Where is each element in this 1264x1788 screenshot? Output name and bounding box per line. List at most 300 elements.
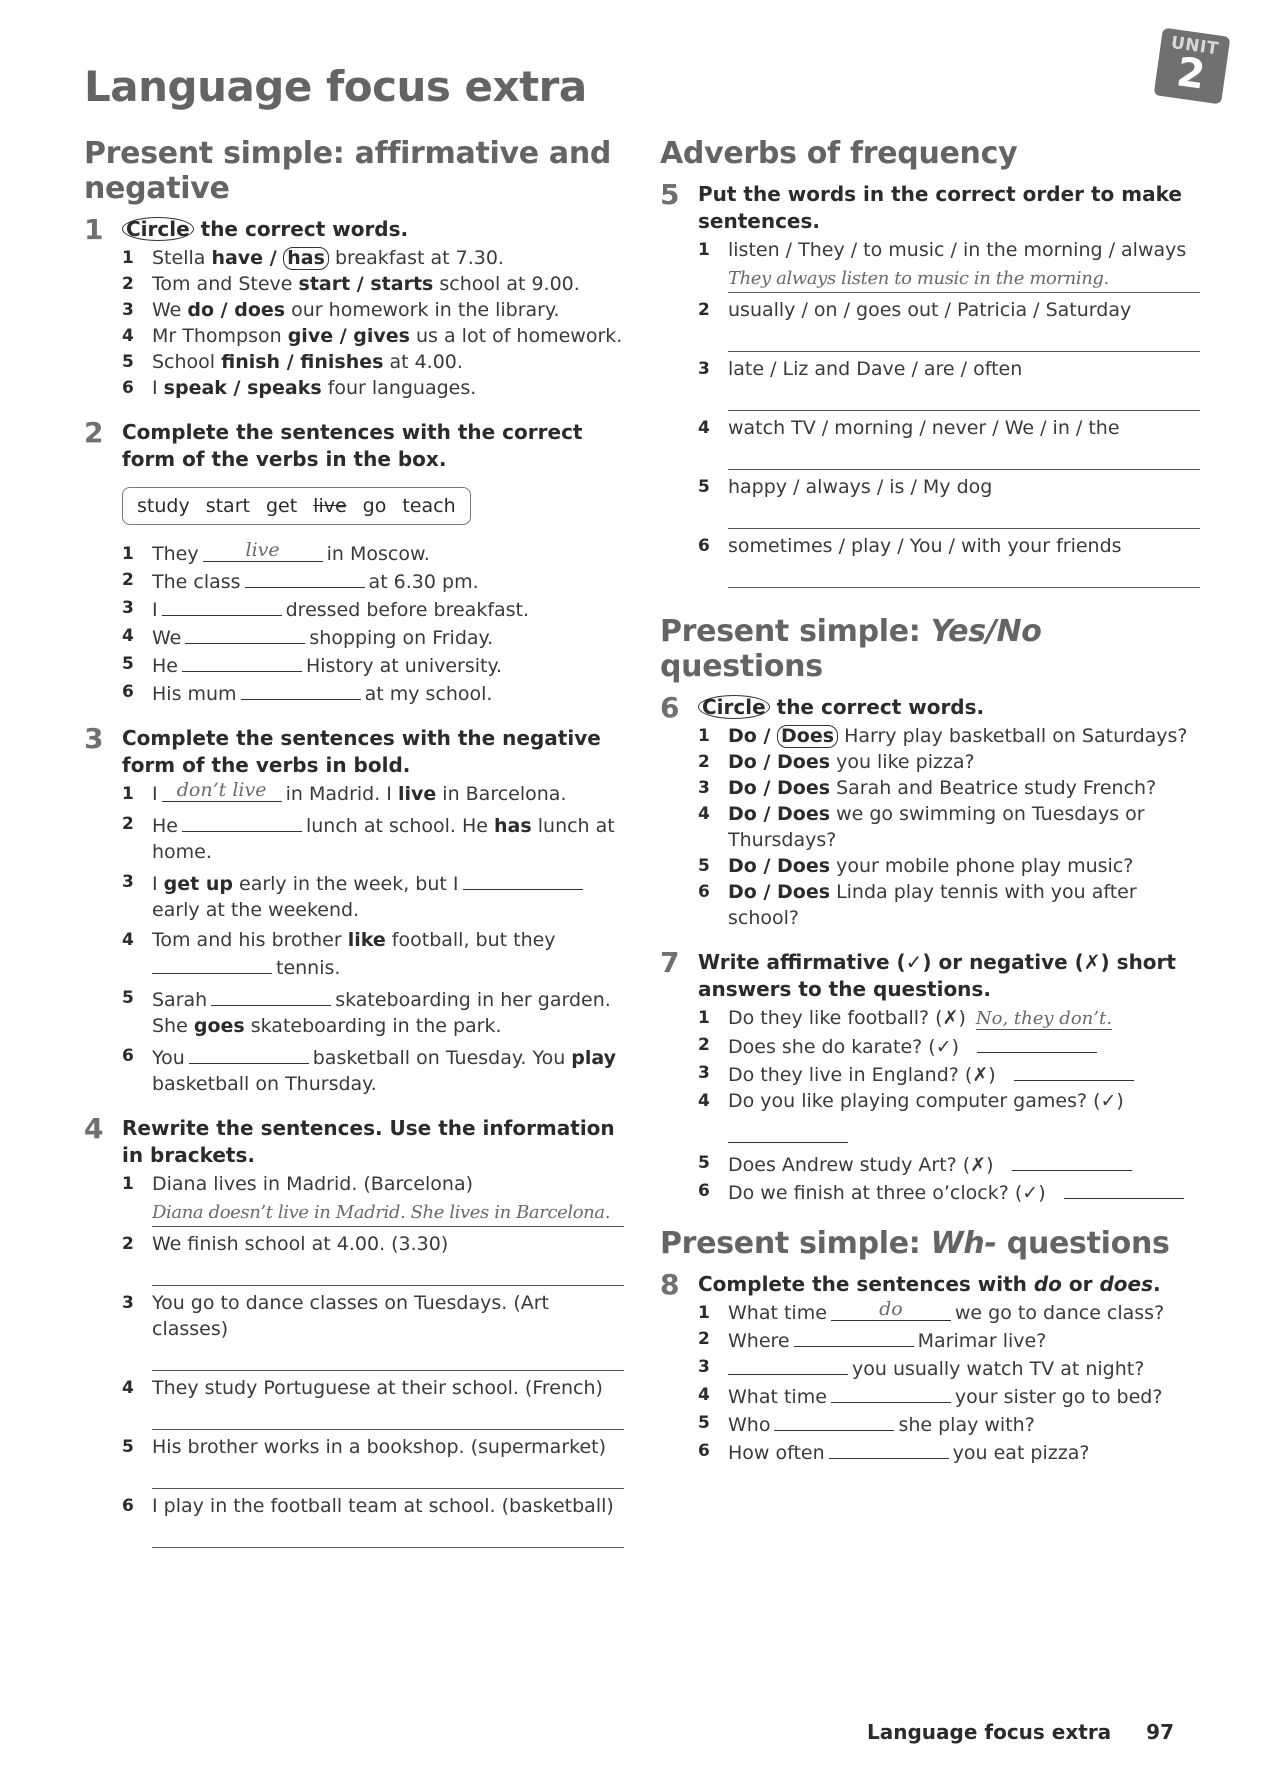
option-word[interactable]: starts [370, 273, 434, 295]
item-number: 2 [122, 1234, 134, 1254]
exercise-item: 5 School finish / finishes at 4.00. [122, 351, 463, 373]
instruction-text: the correct words. [193, 217, 409, 241]
item-number: 5 [122, 352, 134, 372]
item-number: 4 [122, 626, 134, 646]
option-word[interactable]: Does [777, 881, 831, 903]
filled-answer: Diana doesn’t live in Madrid. She lives in Barcelona. [152, 1202, 611, 1223]
option-word[interactable]: Does [777, 855, 831, 877]
answer-line[interactable] [728, 325, 1200, 352]
filled-answer[interactable]: No, they don’t. [975, 1008, 1112, 1029]
option-word[interactable]: speak [163, 377, 227, 399]
sentence-end: we go to dance class? [954, 1302, 1165, 1324]
answer-blank[interactable] [463, 869, 583, 890]
answer-blank[interactable] [185, 623, 305, 644]
instruction-italic: do [1033, 1272, 1062, 1296]
word-box-item: teach [402, 495, 456, 517]
instruction-text: or [1061, 1272, 1100, 1296]
heading-text: Present simple: [660, 1226, 931, 1261]
option-word[interactable]: Do [728, 855, 757, 877]
item-number: 5 [698, 477, 710, 497]
option-word[interactable]: gives [353, 325, 410, 347]
option-word[interactable]: give [287, 325, 334, 347]
word-box-item: go [362, 495, 387, 517]
exercise-item [698, 1300, 1200, 1326]
unit-badge [1154, 28, 1231, 105]
exercise-8-items [698, 1300, 1200, 1466]
sentence-end: dressed before breakfast. [285, 599, 530, 621]
heading-italic: Yes/No [930, 614, 1042, 649]
item-number: 1 [698, 240, 710, 260]
item-number: 6 [698, 882, 710, 902]
exercise-2 [84, 416, 624, 707]
exercise-item: 2 Tom and Steve start / starts school at 9.00. [122, 273, 580, 295]
section-heading-wh [660, 1226, 1200, 1261]
word-box-item: get [265, 495, 298, 517]
footer-title: Language focus extra [867, 1720, 1112, 1744]
exercise-item [698, 237, 1200, 293]
option-separator: / [333, 325, 354, 347]
exercise-instruction: Complete the sentences with the correct form of the verbs in the box. [122, 420, 583, 471]
answer-blank[interactable] [152, 953, 272, 974]
prompt-text: usually / on / goes out / Patricia / Saturday [728, 299, 1132, 321]
sentence-part: lunch at home. [152, 815, 615, 863]
item-number: 1 [122, 248, 134, 268]
prompt-text: Diana lives in Madrid. (Barcelona) [152, 1173, 474, 1195]
option-word[interactable]: speaks [247, 377, 322, 399]
sentence-part: early in the week, but I [232, 873, 459, 895]
sentence-part: early at the weekend. [152, 899, 360, 921]
exercise-item [698, 415, 1200, 470]
left-column [84, 136, 624, 1566]
exercise-item [122, 1043, 624, 1097]
item-number: 4 [122, 930, 134, 950]
sentence-end: you eat pizza? [952, 1442, 1090, 1464]
exercise-number: 1 [84, 213, 104, 246]
sentence-part: football, but they [385, 929, 556, 951]
item-number: 2 [698, 300, 710, 320]
item-number: 4 [698, 804, 710, 824]
answer-line[interactable] [152, 1199, 624, 1227]
option-word[interactable]: Does [777, 803, 831, 825]
exercise-number: 6 [660, 691, 680, 724]
option-separator: / [350, 273, 371, 295]
sentence-end: at my school. [364, 683, 493, 705]
exercise-number: 2 [84, 416, 104, 449]
exercise-item [698, 1060, 1200, 1088]
item-number: 4 [698, 1091, 710, 1111]
option-word[interactable]: finish [221, 351, 281, 373]
item-number: 5 [698, 1153, 710, 1173]
exercise-item: 3 Do / Does Sarah and Beatrice study French? [698, 777, 1157, 799]
sentence-part: Sarah [152, 989, 208, 1011]
answer-blank[interactable] [189, 1043, 309, 1064]
answer-blank[interactable] [182, 651, 302, 672]
item-number: 1 [122, 784, 134, 804]
exercise-item [698, 1438, 1200, 1466]
exercise-item [698, 1354, 1200, 1382]
answer-blank[interactable] [829, 1438, 949, 1459]
answer-blank[interactable] [203, 541, 323, 562]
item-number: 2 [698, 752, 710, 772]
word-box-item: study [137, 495, 190, 517]
exercise-item [698, 1326, 1200, 1354]
item-number: 6 [122, 1046, 134, 1066]
exercise-item: 3 We do / does our homework in the library. [122, 299, 560, 321]
option-word[interactable]: Do [728, 777, 757, 799]
prompt-text: They study Portuguese at their school. (French) [152, 1377, 603, 1399]
sentence-part: Tom and his brother [152, 929, 348, 951]
prompt-text: late / Liz and Dave / are / often [728, 358, 1023, 380]
question-text: Does Andrew study Art? (✗) [728, 1154, 994, 1176]
bold-verb: get up [163, 873, 233, 895]
word-box-item: live [313, 495, 347, 517]
sentence-part: in Madrid. I [285, 783, 398, 805]
item-number: 2 [122, 814, 134, 834]
item-number: 5 [122, 988, 134, 1008]
sentence-end: you usually watch TV at night? [852, 1358, 1145, 1380]
sentence-start: The class [152, 571, 241, 593]
prompt-text: sometimes / play / You / with your friends [728, 535, 1122, 557]
option-word[interactable]: Does [777, 725, 838, 748]
exercise-item [698, 533, 1200, 588]
bold-verb: like [347, 929, 386, 951]
option-word[interactable]: Do [728, 803, 757, 825]
exercise-item [698, 297, 1200, 352]
exercise-item: 6 I speak / speaks four languages. [122, 377, 477, 399]
item-number: 6 [698, 536, 710, 556]
answer-line[interactable] [728, 443, 1200, 470]
answer-blank[interactable] [728, 1354, 848, 1375]
exercise-instruction [122, 216, 624, 243]
sentence-end: your sister go to bed? [954, 1386, 1163, 1408]
option-word[interactable]: start [298, 273, 351, 295]
page-footer [867, 1720, 1174, 1744]
exercise-item: 5 Do / Does your mobile phone play music? [698, 855, 1134, 877]
exercise-instruction [698, 1271, 1200, 1298]
bold-verb: live [397, 783, 437, 805]
answer-blank[interactable] [241, 679, 361, 700]
answer-blank[interactable] [182, 811, 302, 832]
item-number: 5 [122, 1437, 134, 1457]
heading-text: Present simple: [660, 614, 931, 649]
option-separator: / [756, 777, 777, 799]
item-number: 3 [698, 359, 710, 379]
item-number: 5 [122, 654, 134, 674]
exercise-item: 6 Do / Does Linda play tennis with you after school? [698, 881, 1137, 929]
filled-answer: do [879, 1298, 903, 1320]
option-word[interactable]: have [211, 247, 264, 269]
answer-line[interactable] [728, 502, 1200, 529]
sentence-part: tennis. [276, 957, 341, 979]
exercise-item [122, 1493, 624, 1548]
question-text: Do you like playing computer games? (✓) [728, 1090, 1124, 1112]
exercise-item: 4 Mr Thompson give / gives us a lot of homework. [122, 325, 623, 347]
section-heading-yes-no [660, 614, 1200, 684]
item-number: 3 [122, 598, 134, 618]
answer-blank[interactable] [1012, 1150, 1132, 1171]
option-separator: / [756, 725, 777, 747]
sentence-part: basketball on Thursday. [152, 1073, 377, 1095]
item-number: 1 [122, 544, 134, 564]
answer-blank[interactable] [211, 985, 331, 1006]
exercise-6 [660, 691, 1200, 931]
answer-line[interactable] [152, 1521, 624, 1548]
option-separator: / [280, 351, 301, 373]
section-heading-affirmative-negative: Present simple: affirmative and negative [84, 136, 612, 206]
item-number: 5 [698, 1413, 710, 1433]
exercise-item [122, 985, 624, 1039]
exercise-item [122, 1290, 624, 1371]
exercise-item [698, 1178, 1200, 1206]
exercise-7 [660, 946, 1200, 1206]
exercise-item [122, 623, 624, 651]
option-separator: / [263, 247, 284, 269]
unit-number: 2 [1173, 49, 1208, 99]
exercise-item [122, 811, 624, 865]
item-number: 2 [122, 274, 134, 294]
item-number: 5 [698, 856, 710, 876]
item-number: 3 [122, 1293, 134, 1313]
question-text: Does she do karate? (✓) [728, 1036, 960, 1058]
exercise-item: 1 Do / Does Harry play basketball on Saturdays? [698, 725, 1188, 747]
bold-verb: has [494, 815, 532, 837]
item-number: 3 [122, 300, 134, 320]
sentence-end: History at university. [305, 655, 503, 677]
page-title: Language focus extra [84, 62, 587, 111]
exercise-item [698, 1410, 1200, 1438]
answer-line[interactable] [728, 384, 1200, 411]
exercise-item [698, 474, 1200, 529]
sentence-part: I [152, 873, 164, 895]
answer-blank[interactable] [977, 1032, 1097, 1053]
option-word[interactable]: Do [728, 751, 757, 773]
sentence-part: in Barcelona. [436, 783, 567, 805]
page-number: 97 [1146, 1720, 1174, 1744]
heading-text: questions [660, 649, 823, 684]
exercise-item [122, 1171, 624, 1227]
exercise-item [698, 1088, 1200, 1150]
sentence-end: in Moscow. [326, 543, 430, 565]
sentence-part: I [152, 783, 158, 805]
circled-instruction-word: Circle [698, 695, 770, 719]
exercise-item [122, 1231, 624, 1286]
item-number: 1 [698, 726, 710, 746]
answer-blank[interactable] [245, 567, 365, 588]
exercise-6-items [698, 723, 1200, 931]
option-separator: / [756, 803, 777, 825]
section-heading-adverbs: Adverbs of frequency [660, 136, 1018, 171]
exercise-item [698, 356, 1200, 411]
prompt-text: happy / always / is / My dog [728, 476, 993, 498]
unit-label: UNIT [1169, 32, 1220, 60]
exercise-item [122, 927, 624, 981]
exercise-instruction: Write affirmative (✓) or negative (✗) short answers to the questions. [698, 950, 1176, 1001]
item-number: 1 [122, 1174, 134, 1194]
exercise-number: 7 [660, 946, 680, 979]
bold-verb: play [571, 1047, 617, 1069]
exercise-instruction [698, 694, 1200, 721]
exercise-item [122, 679, 624, 707]
exercise-item [122, 781, 624, 807]
sentence-part: skateboarding in her garden. She [152, 989, 611, 1037]
exercise-item [698, 1150, 1200, 1178]
exercise-number: 8 [660, 1268, 680, 1301]
sentence-start: We [152, 627, 182, 649]
item-number: 3 [698, 1063, 710, 1083]
sentence-start: How often [728, 1442, 825, 1464]
bold-verb: goes [193, 1015, 245, 1037]
exercise-8 [660, 1268, 1200, 1466]
option-separator: / [756, 751, 777, 773]
answer-blank[interactable] [162, 595, 282, 616]
prompt-text: His brother works in a bookshop. (supermarket) [152, 1436, 607, 1458]
exercise-item [122, 651, 624, 679]
item-number: 2 [122, 570, 134, 590]
item-number: 2 [698, 1329, 710, 1349]
filled-answer: They always listen to music in the morning. [728, 268, 1109, 289]
sentence-end: at 6.30 pm. [368, 571, 479, 593]
question-text: Do they live in England? (✗) [728, 1064, 996, 1086]
answer-blank[interactable] [728, 1122, 848, 1143]
sentence-start: He [152, 655, 178, 677]
exercise-5-items [698, 237, 1200, 588]
exercise-item [698, 1032, 1200, 1060]
exercise-1-items [122, 245, 624, 401]
sentence-part: basketball on Tuesday. You [312, 1047, 572, 1069]
option-word[interactable]: does [234, 299, 286, 321]
word-box [122, 487, 471, 525]
sentence-start: I [152, 599, 158, 621]
exercise-instruction [122, 725, 624, 779]
sentence-end: Marimar live? [917, 1330, 1047, 1352]
item-number: 6 [698, 1181, 710, 1201]
item-number: 6 [122, 378, 134, 398]
prompt-text: You go to dance classes on Tuesdays. (Art classes) [152, 1292, 549, 1340]
sentence-start: What time [728, 1302, 827, 1324]
exercise-item [698, 1382, 1200, 1410]
sentence-start: What time [728, 1386, 827, 1408]
option-separator: / [214, 299, 235, 321]
sentence-start: His mum [152, 683, 237, 705]
item-number: 4 [698, 418, 710, 438]
filled-answer: live [245, 539, 280, 561]
option-word[interactable]: finishes [300, 351, 384, 373]
right-column [660, 136, 1200, 1484]
sentence-end: she play with? [898, 1414, 1035, 1436]
heading-italic: Wh- [930, 1226, 997, 1261]
answer-blank[interactable] [831, 1382, 951, 1403]
answer-line[interactable] [152, 1403, 624, 1430]
exercise-number: 4 [84, 1112, 104, 1145]
prompt-text: We finish school at 4.00. (3.30) [152, 1233, 449, 1255]
option-word[interactable]: Do [728, 725, 757, 747]
sentence-start: Who [728, 1414, 771, 1436]
option-word[interactable]: do [187, 299, 215, 321]
item-number: 4 [698, 1385, 710, 1405]
exercise-number: 3 [84, 722, 104, 755]
filled-answer: don’t live [176, 779, 267, 801]
exercise-instruction: Put the words in the correct order to make sentences. [698, 182, 1182, 233]
item-number: 2 [698, 1035, 710, 1055]
sentence-part: He [152, 815, 178, 837]
exercise-item: 2 Do / Does you like pizza? [698, 751, 975, 773]
answer-blank[interactable] [774, 1410, 894, 1431]
instruction-text: Complete the sentences with the negative form of the verbs in [122, 726, 601, 777]
item-number: 4 [122, 326, 134, 346]
answer-line[interactable] [152, 1462, 624, 1489]
item-number: 4 [122, 1378, 134, 1398]
exercise-item [122, 567, 624, 595]
answer-line[interactable] [152, 1344, 624, 1371]
item-number: 1 [698, 1303, 710, 1323]
answer-line[interactable] [728, 265, 1200, 293]
item-number: 1 [698, 1008, 710, 1028]
sentence-part: lunch at school. He [305, 815, 495, 837]
sentence-part: You [152, 1047, 185, 1069]
heading-text: questions [996, 1226, 1170, 1261]
item-number: 6 [698, 1441, 710, 1461]
item-number: 3 [698, 778, 710, 798]
option-word[interactable]: Do [728, 881, 757, 903]
exercise-3 [84, 722, 624, 1097]
exercise-4 [84, 1112, 624, 1548]
instruction-text: . [1152, 1272, 1161, 1296]
option-word[interactable]: Does [777, 777, 831, 799]
answer-blank[interactable] [1064, 1178, 1184, 1199]
prompt-text: I play in the football team at school. (basketball) [152, 1495, 614, 1517]
exercise-instruction: Rewrite the sentences. Use the information in brackets. [122, 1116, 615, 1167]
question-text: Do they like football? (✗) [728, 1007, 966, 1029]
answer-blank[interactable] [162, 781, 282, 802]
exercise-item: 4 Do / Does we go swimming on Tuesdays or Thursdays? [698, 803, 1145, 851]
word-box-item: start [205, 495, 250, 517]
instruction-italic: does [1099, 1272, 1153, 1296]
exercise-4-items [122, 1171, 624, 1548]
answer-line[interactable] [728, 561, 1200, 588]
exercise-3-items [122, 781, 624, 1097]
instruction-text: . [402, 753, 411, 777]
sentence-end: shopping on Friday. [309, 627, 494, 649]
option-word[interactable]: has [283, 247, 329, 270]
exercise-item: 1 Stella have / has breakfast at 7.30. [122, 247, 504, 269]
sentence-start: Where [728, 1330, 790, 1352]
item-number: 6 [122, 682, 134, 702]
option-separator: / [756, 881, 777, 903]
answer-blank[interactable] [831, 1300, 951, 1321]
instruction-text: the correct words. [769, 695, 985, 719]
instruction-text: Complete the sentences with [698, 1272, 1034, 1296]
option-word[interactable]: Does [777, 751, 831, 773]
exercise-5 [660, 178, 1200, 588]
exercise-item [122, 1434, 624, 1489]
exercise-item [122, 541, 624, 567]
sentence-part: skateboarding in the park. [244, 1015, 502, 1037]
prompt-text: listen / They / to music / in the morning / always [728, 239, 1187, 261]
answer-line[interactable] [152, 1259, 624, 1286]
exercise-number: 5 [660, 178, 680, 211]
exercise-1 [84, 213, 624, 401]
answer-blank[interactable] [794, 1326, 914, 1347]
item-number: 6 [122, 1496, 134, 1516]
answer-blank[interactable] [1014, 1060, 1134, 1081]
option-separator: / [756, 855, 777, 877]
item-number: 3 [698, 1357, 710, 1377]
question-text: Do we finish at three o’clock? (✓) [728, 1182, 1046, 1204]
item-number: 3 [122, 872, 134, 892]
instruction-bold: bold [353, 753, 403, 777]
exercise-item [122, 869, 624, 923]
sentence-start: They [152, 543, 199, 565]
